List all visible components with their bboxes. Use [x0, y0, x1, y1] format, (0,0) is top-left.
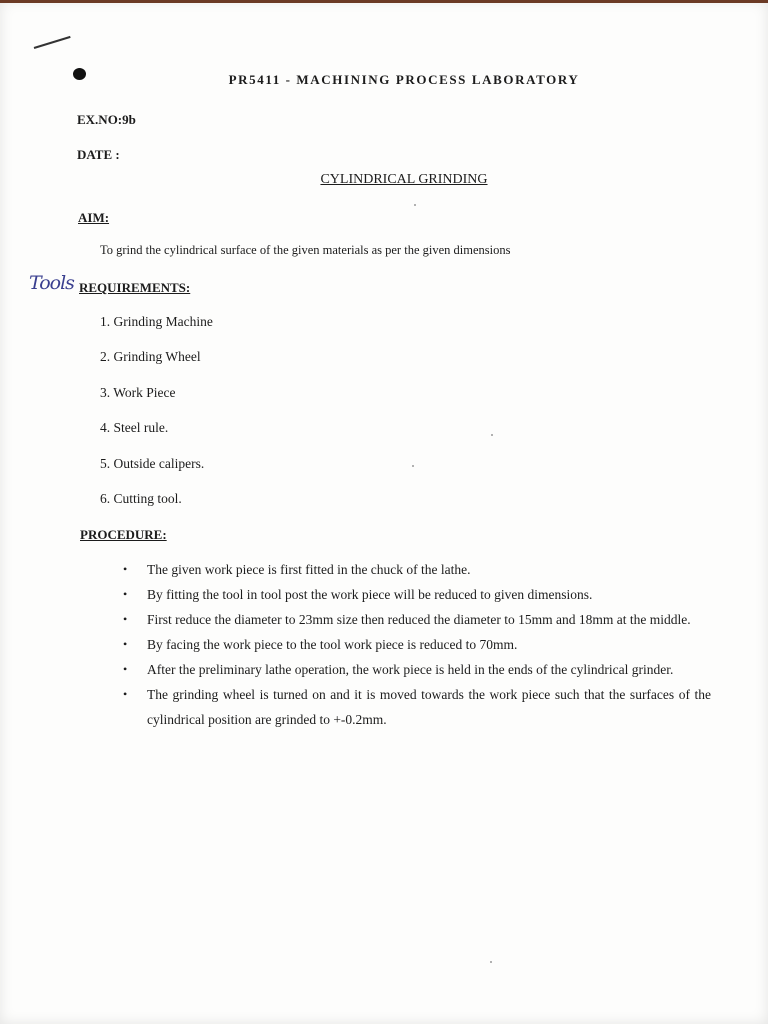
procedure-step-text: By fitting the tool in tool post the work piece will be reduced to given dimensions. [147, 587, 593, 602]
requirement-item: 6. Cutting tool. [100, 491, 182, 506]
procedure-step [121, 632, 711, 657]
bullet-icon: • [123, 562, 128, 576]
requirements-heading: REQUIREMENTS: [79, 280, 191, 295]
requirement-item: 5. Outside calipers. [100, 456, 205, 471]
requirement-item: 4. Steel rule. [100, 420, 169, 435]
bullet-icon: • [123, 687, 128, 701]
requirement-item: 2. Grinding Wheel [100, 349, 201, 364]
procedure-step-text: The grinding wheel is turned on and it is moved towards the work piece such that the surfaces of the cylindrical position are grinded to +-0.2mm. [147, 687, 711, 727]
procedure-step-text: First reduce the diameter to 23mm size then reduced the diameter to 15mm and 18mm at the middle. [147, 612, 691, 627]
bullet-icon: • [123, 587, 128, 601]
requirement-item: 1. Grinding Machine [100, 314, 213, 329]
bullet-icon: • [123, 662, 128, 676]
procedure-step [121, 607, 711, 632]
exercise-number: EX.NO:9b [77, 112, 136, 127]
procedure-step [121, 657, 711, 682]
procedure-step-text: By facing the work piece to the tool work piece is reduced to 70mm. [147, 637, 518, 652]
page-top-edge [0, 0, 768, 3]
aim-heading: AIM: [78, 210, 110, 225]
procedure-step [121, 582, 711, 607]
procedure-heading: PROCEDURE: [80, 527, 167, 542]
date-label: DATE : [77, 147, 120, 162]
bullet-icon: • [123, 637, 128, 651]
pen-mark [34, 36, 71, 49]
paper-speck [490, 961, 492, 963]
paper-speck [414, 204, 416, 206]
document-title: CYLINDRICAL GRINDING [320, 172, 488, 187]
procedure-step-text: After the preliminary lathe operation, the work piece is held in the ends of the cylindrical grinder. [147, 662, 674, 677]
course-header: PR5411 - MACHINING PROCESS LABORATORY [228, 72, 580, 87]
handwritten-note: Tools [29, 272, 74, 294]
procedure-list [121, 557, 711, 732]
bullet-icon: • [123, 612, 128, 626]
procedure-step-text: The given work piece is first fitted in the chuck of the lathe. [147, 562, 471, 577]
procedure-step [121, 682, 711, 732]
paper-speck [491, 434, 493, 436]
paper-speck [412, 465, 414, 467]
procedure-step [121, 557, 711, 582]
aim-text: To grind the cylindrical surface of the given materials as per the given dimensions [100, 243, 511, 257]
requirement-item: 3. Work Piece [100, 385, 176, 400]
